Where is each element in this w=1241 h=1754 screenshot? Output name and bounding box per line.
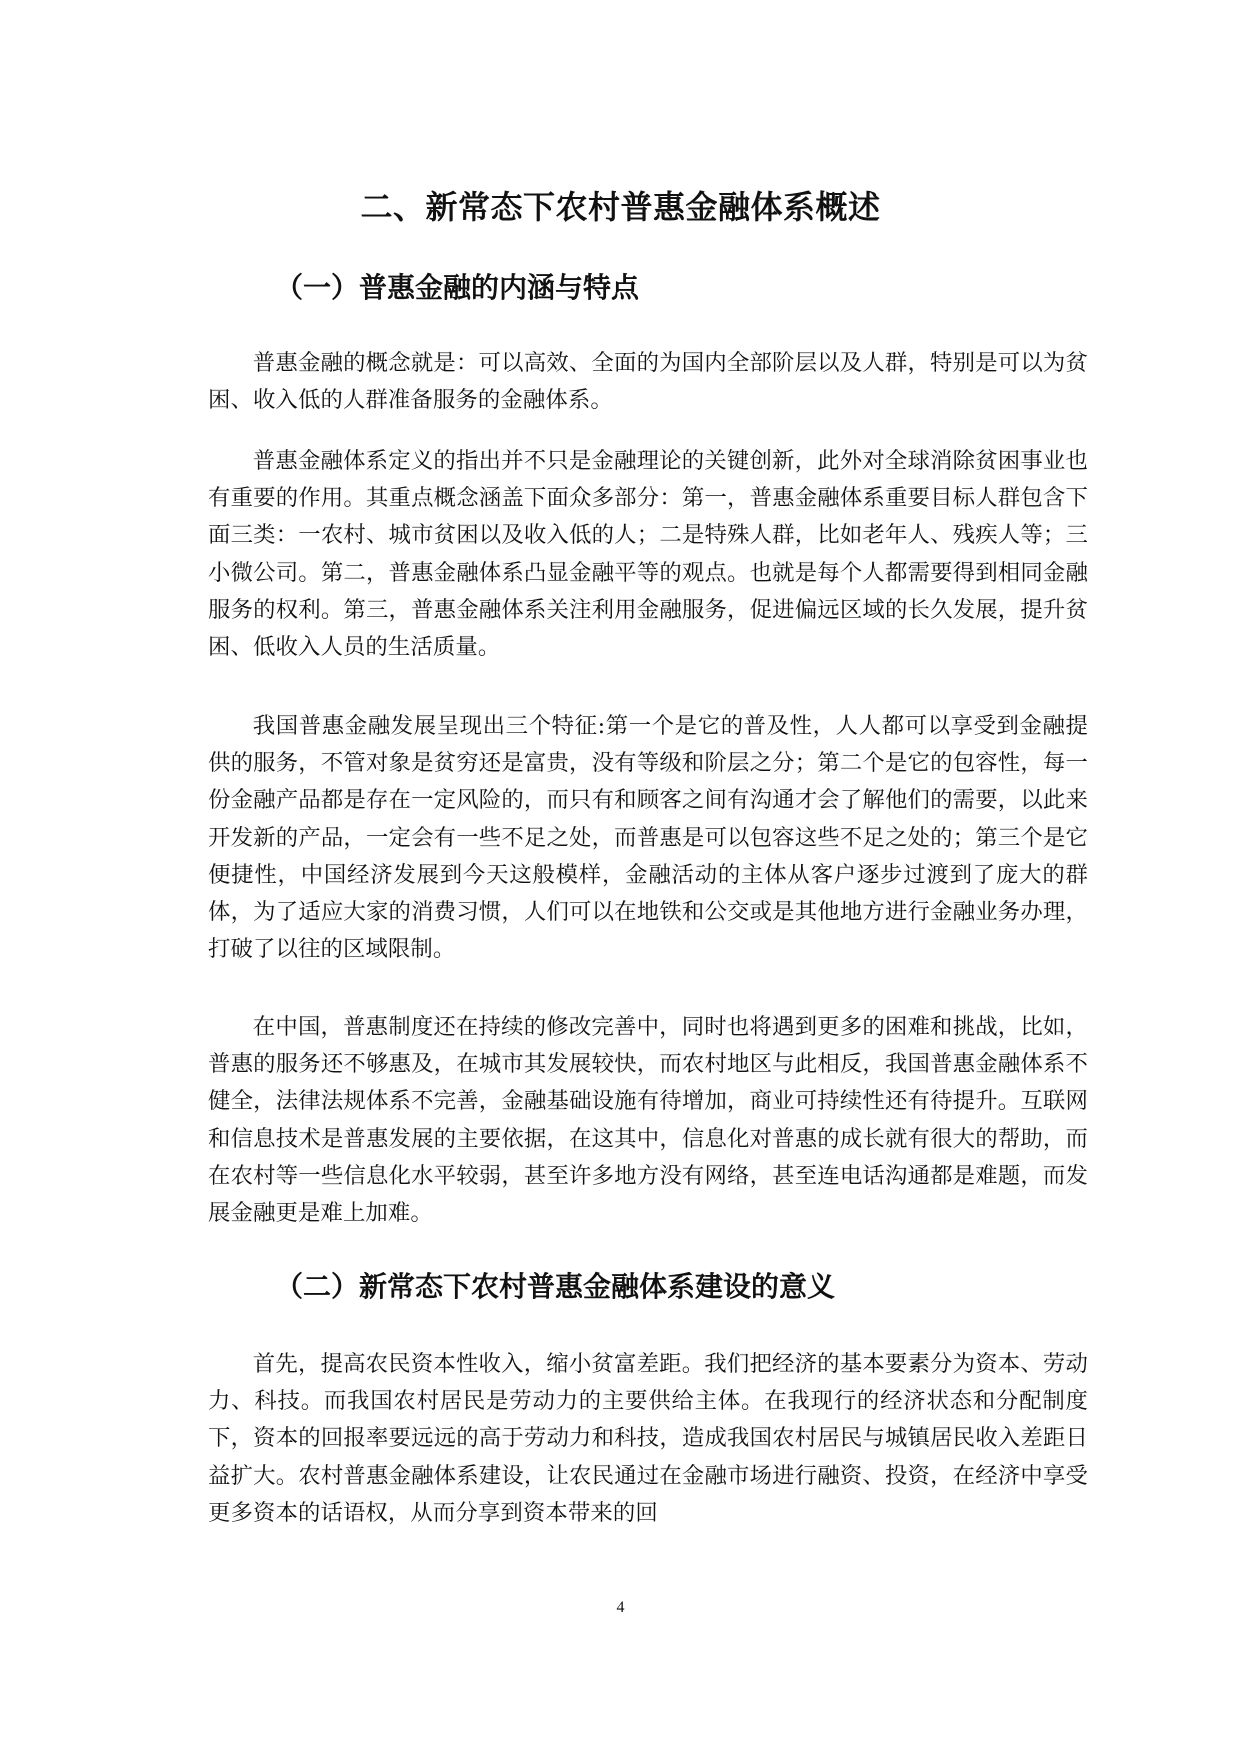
paragraph-definition: 普惠金融的概念就是：可以高效、全面的为国内全部阶层以及人群，特别是可以为贫困、收入低的人群准备服务的金融体系。 <box>208 350 1088 414</box>
paragraph-characteristics: 我国普惠金融发展呈现出三个特征:第一个是它的普及性，人人都可以享受到金融提供的服务，不管对象是贫穷还是富贵，没有等级和阶层之分；第二个是它的包容性，每一份金融产品都是存在一定风险的，而只有和顾客之间有沟通才会了解他们的需要，以此来开发新的产品，一定会有一些不足之处，而普惠是可以包容这些不足之处的；第三个是它便捷性，中国经济发展到今天这般模样，金融活动的主体从客户逐步过渡到了庞大的群体，为了适应大家的消费习惯，人们可以在地铁和公交或是其他地方进行金融业务办理，打破了以往的区域限制。 <box>208 713 1088 963</box>
paragraph-challenges: 在中国，普惠制度还在持续的修改完善中，同时也将遇到更多的困难和挑战，比如，普惠的服务还不够惠及，在城市其发展较快，而农村地区与此相反，我国普惠金融体系不健全，法律法规体系不完善，金融基础设施有待增加，商业可持续性还有待提升。互联网和信息技术是普惠发展的主要依据，在这其中，信息化对普惠的成长就有很大的帮助，而在农村等一些信息化水平较弱，甚至许多地方没有网络，甚至连电话沟通都是难题，而发展金融更是难上加难。 <box>208 1014 1088 1227</box>
page-number: 4 <box>616 1599 625 1616</box>
paragraph-significance: 首先，提高农民资本性收入，缩小贫富差距。我们把经济的基本要素分为资本、劳动力、科技。而我国农村居民是劳动力的主要供给主体。在我现行的经济状态和分配制度下，资本的回报率要远远的高于劳动力和科技，造成我国农村居民与城镇居民收入差距日益扩大。农村普惠金融体系建设，让农民通过在金融市场进行融资、投资，在经济中享受更多资本的话语权，从而分享到资本带来的回 <box>208 1351 1088 1526</box>
chapter-title: 二、新常态下农村普惠金融体系概述 <box>360 188 881 226</box>
section-heading-2: （二）新常态下农村普惠金融体系建设的意义 <box>275 1270 836 1303</box>
section-heading-1: （一）普惠金融的内涵与特点 <box>275 271 640 304</box>
paragraph-key-concepts: 普惠金融体系定义的指出并不只是金融理论的关键创新，此外对全球消除贫困事业也有重要的作用。其重点概念涵盖下面众多部分：第一，普惠金融体系重要目标人群包含下面三类：一农村、城市贫困以及收入低的人；二是特殊人群，比如老年人、残疾人等；三小微公司。第二，普惠金融体系凸显金融平等的观点。也就是每个人都需要得到相同金融服务的权利。第三，普惠金融体系关注利用金融服务，促进偏远区域的长久发展，提升贫困、低收入人员的生活质量。 <box>208 448 1088 661</box>
